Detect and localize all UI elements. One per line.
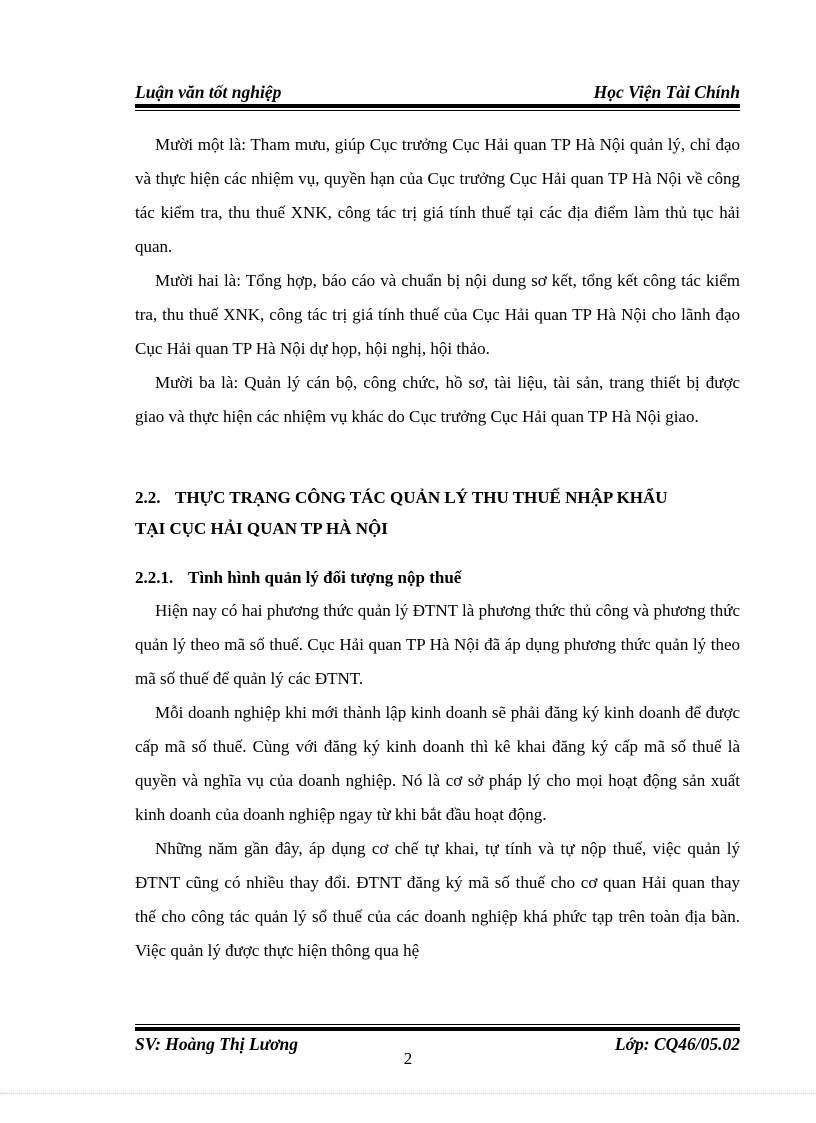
footer-rule-thin: [135, 1024, 740, 1025]
footer-rule-thick: [135, 1027, 740, 1031]
paragraph: Mỗi doanh nghiệp khi mới thành lập kinh doanh sẽ phải đăng ký kinh doanh để được cấp mã số thuế. Cùng với đăng ký kinh doanh thì kê khai đăng ký cấp mã số thuế là quyền và nghĩa vụ của doanh nghiệp. Nó là cơ sở pháp lý cho mọi hoạt động sản xuất kinh doanh của doanh nghiệp ngay từ khi bắt đầu hoạt động.: [135, 703, 740, 824]
paragraph: Những năm gần đây, áp dụng cơ chế tự khai, tự tính và tự nộp thuế, việc quản lý ĐTNT cũng có nhiều thay đổi. ĐTNT đăng ký mã số thuế cho cơ quan Hải quan thay thế cho công tác quản lý sổ thuế của các doanh nghiệp khá phức tạp trên toàn địa bàn. Việc quản lý được thực hiện thông qua hệ: [135, 839, 740, 960]
footer-student-name: SV: Hoàng Thị Lương: [135, 1034, 298, 1054]
footer-class: Lớp: CQ46/05.02: [614, 1034, 740, 1054]
page-header: [135, 80, 740, 104]
paragraph: Hiện nay có hai phương thức quản lý ĐTNT là phương thức thủ công và phương thức quản lý theo mã số thuế. Cục Hải quan TP Hà Nội đã áp dụng phương thức quản lý theo mã số thuế để quản lý các ĐTNT.: [135, 601, 740, 688]
subsection-heading: [135, 568, 740, 588]
header-rule-thick: [135, 104, 740, 108]
page-number: 2: [403, 1049, 413, 1068]
section-title-line2: TẠI CỤC HẢI QUAN TP HÀ NỘI: [135, 519, 388, 538]
header-rule-thin: [135, 110, 740, 111]
header-left-text: Luận văn tốt nghiệp: [135, 82, 282, 102]
subsection-title: Tình hình quản lý đối tượng nộp thuế: [188, 568, 462, 587]
section-title-line1: THỰC TRẠNG CÔNG TÁC QUẢN LÝ THU THUẾ NHẬP KHẨU: [175, 488, 668, 507]
body-bottom: [135, 594, 740, 968]
paragraph: Mười một là: Tham mưu, giúp Cục trưởng Cục Hải quan TP Hà Nội quản lý, chỉ đạo và thực hiện các nhiệm vụ, quyền hạn của Cục trưởng Cục Hải quan TP Hà Nội về công tác kiểm tra, thu thuế XNK, công tác trị giá tính thuế tại các địa điểm làm thủ tục hải quan.: [135, 135, 740, 256]
paragraph: Mười ba là: Quản lý cán bộ, công chức, hồ sơ, tài liệu, tài sản, trang thiết bị được giao và thực hiện các nhiệm vụ khác do Cục trưởng Cục Hải quan TP Hà Nội giao.: [135, 373, 740, 426]
section-number: 2.2.: [135, 488, 161, 507]
section-heading: [135, 482, 740, 544]
page-edge-dotted-line: [0, 1093, 816, 1094]
paragraph: Mười hai là: Tổng hợp, báo cáo và chuẩn bị nội dung sơ kết, tổng kết công tác kiểm tra, thu thuế XNK, công tác trị giá tính thuế của Cục Hải quan TP Hà Nội cho lãnh đạo Cục Hải quan TP Hà Nội dự họp, hội nghị, hội thảo.: [135, 271, 740, 358]
subsection-number: 2.2.1.: [135, 568, 174, 587]
header-right-text: Học Viện Tài Chính: [593, 82, 740, 102]
body-top: [135, 128, 740, 434]
